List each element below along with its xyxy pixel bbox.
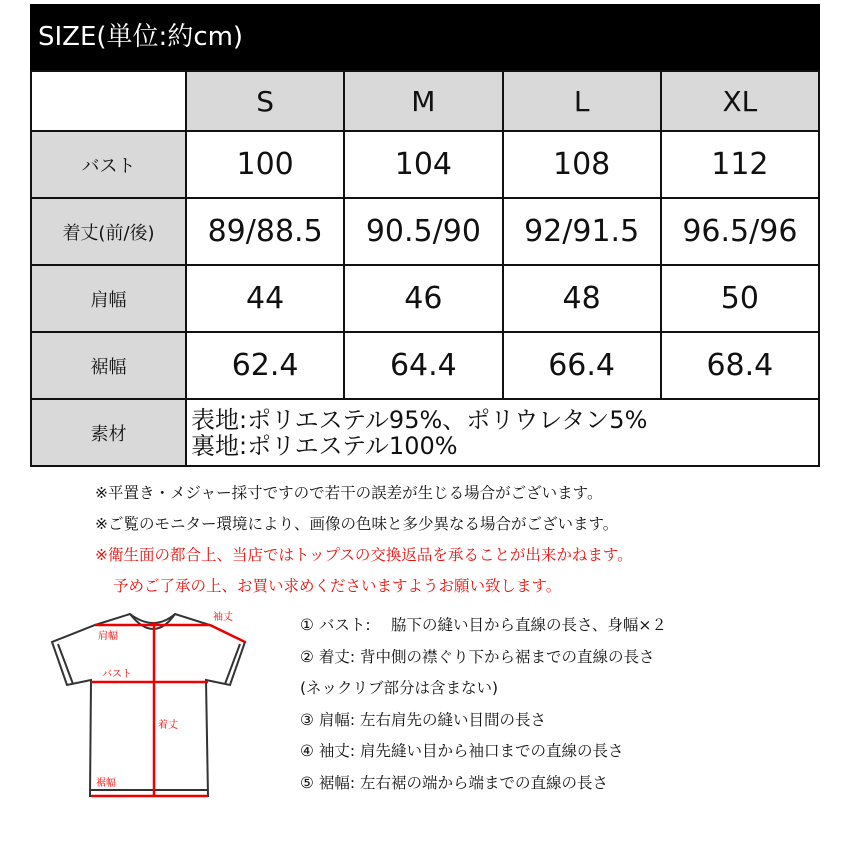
cell: 90.5/90 — [344, 198, 502, 265]
legend-item: ② 着丈: 背中側の襟ぐり下から裾までの直線の長さ — [300, 647, 655, 666]
cell: 44 — [186, 265, 344, 332]
cell: 89/88.5 — [186, 198, 344, 265]
cell: 48 — [503, 265, 661, 332]
size-header: XL — [661, 71, 819, 131]
cell: 66.4 — [503, 332, 661, 399]
note: ※平置き・メジャー採寸ですので若干の誤差が生じる場合がございます。 — [95, 484, 603, 502]
table-row — [31, 131, 819, 198]
table-row — [31, 265, 819, 332]
size-header: M — [344, 71, 502, 131]
note-warning: 予めご了承の上、お買い求めくださいますようお願い致します。 — [113, 577, 562, 595]
notes — [95, 478, 633, 602]
material-row — [31, 399, 819, 466]
material-lining: 裏地:ポリエステル100% — [191, 431, 458, 460]
note: ※ご覧のモニター環境により、画像の色味と多少異なる場合がございます。 — [95, 515, 619, 533]
table-header-row — [31, 71, 819, 131]
note-warning: ※衛生面の都合上、当店ではトップスの交換返品を承ることが出来かねます。 — [95, 546, 633, 564]
legend-item: ⑤ 裾幅: 左右裾の端から端までの直線の長さ — [300, 773, 608, 792]
measurement-legend — [300, 610, 667, 799]
size-table — [30, 70, 820, 467]
cell: 104 — [344, 131, 502, 198]
material-outer: 表地:ポリエステル95%、ポリウレタン5% — [191, 405, 648, 434]
material-cell — [186, 399, 819, 466]
cell: 64.4 — [344, 332, 502, 399]
cell: 96.5/96 — [661, 198, 819, 265]
row-label: 裾幅 — [31, 332, 186, 399]
label-sleeve: 袖丈 — [213, 612, 233, 623]
size-header: S — [186, 71, 344, 131]
table-row — [31, 332, 819, 399]
label-shoulder: 肩幅 — [98, 631, 118, 642]
cell: 108 — [503, 131, 661, 198]
size-header: L — [503, 71, 661, 131]
size-chart-title: SIZE(単位:約cm) — [30, 4, 820, 70]
row-label: 着丈(前/後) — [31, 198, 186, 265]
label-length: 着丈 — [158, 720, 178, 731]
cell: 50 — [661, 265, 819, 332]
legend-item: ④ 袖丈: 肩先縫い目から袖口までの直線の長さ — [300, 742, 624, 760]
row-label: バスト — [31, 131, 186, 198]
legend-item: (ネックリブ部分は含まない) — [300, 679, 499, 697]
table-row — [31, 198, 819, 265]
row-label: 肩幅 — [31, 265, 186, 332]
row-label: 素材 — [31, 399, 186, 466]
header-blank-cell — [31, 71, 186, 131]
cell: 100 — [186, 131, 344, 198]
cell: 112 — [661, 131, 819, 198]
cell: 68.4 — [661, 332, 819, 399]
label-bust: バスト — [102, 669, 132, 680]
legend-item: ③ 肩幅: 左右肩先の縫い目間の長さ — [300, 710, 546, 729]
label-hem: 裾幅 — [96, 778, 116, 789]
tshirt-outline-icon — [52, 614, 245, 796]
measure-lines — [91, 622, 245, 796]
cell: 62.4 — [186, 332, 344, 399]
legend-item: ① バスト: 脇下の縫い目から直線の長さ、身幅×２ — [300, 616, 667, 634]
cell: 46 — [344, 265, 502, 332]
cell: 92/91.5 — [503, 198, 661, 265]
tshirt-diagram — [30, 600, 280, 810]
